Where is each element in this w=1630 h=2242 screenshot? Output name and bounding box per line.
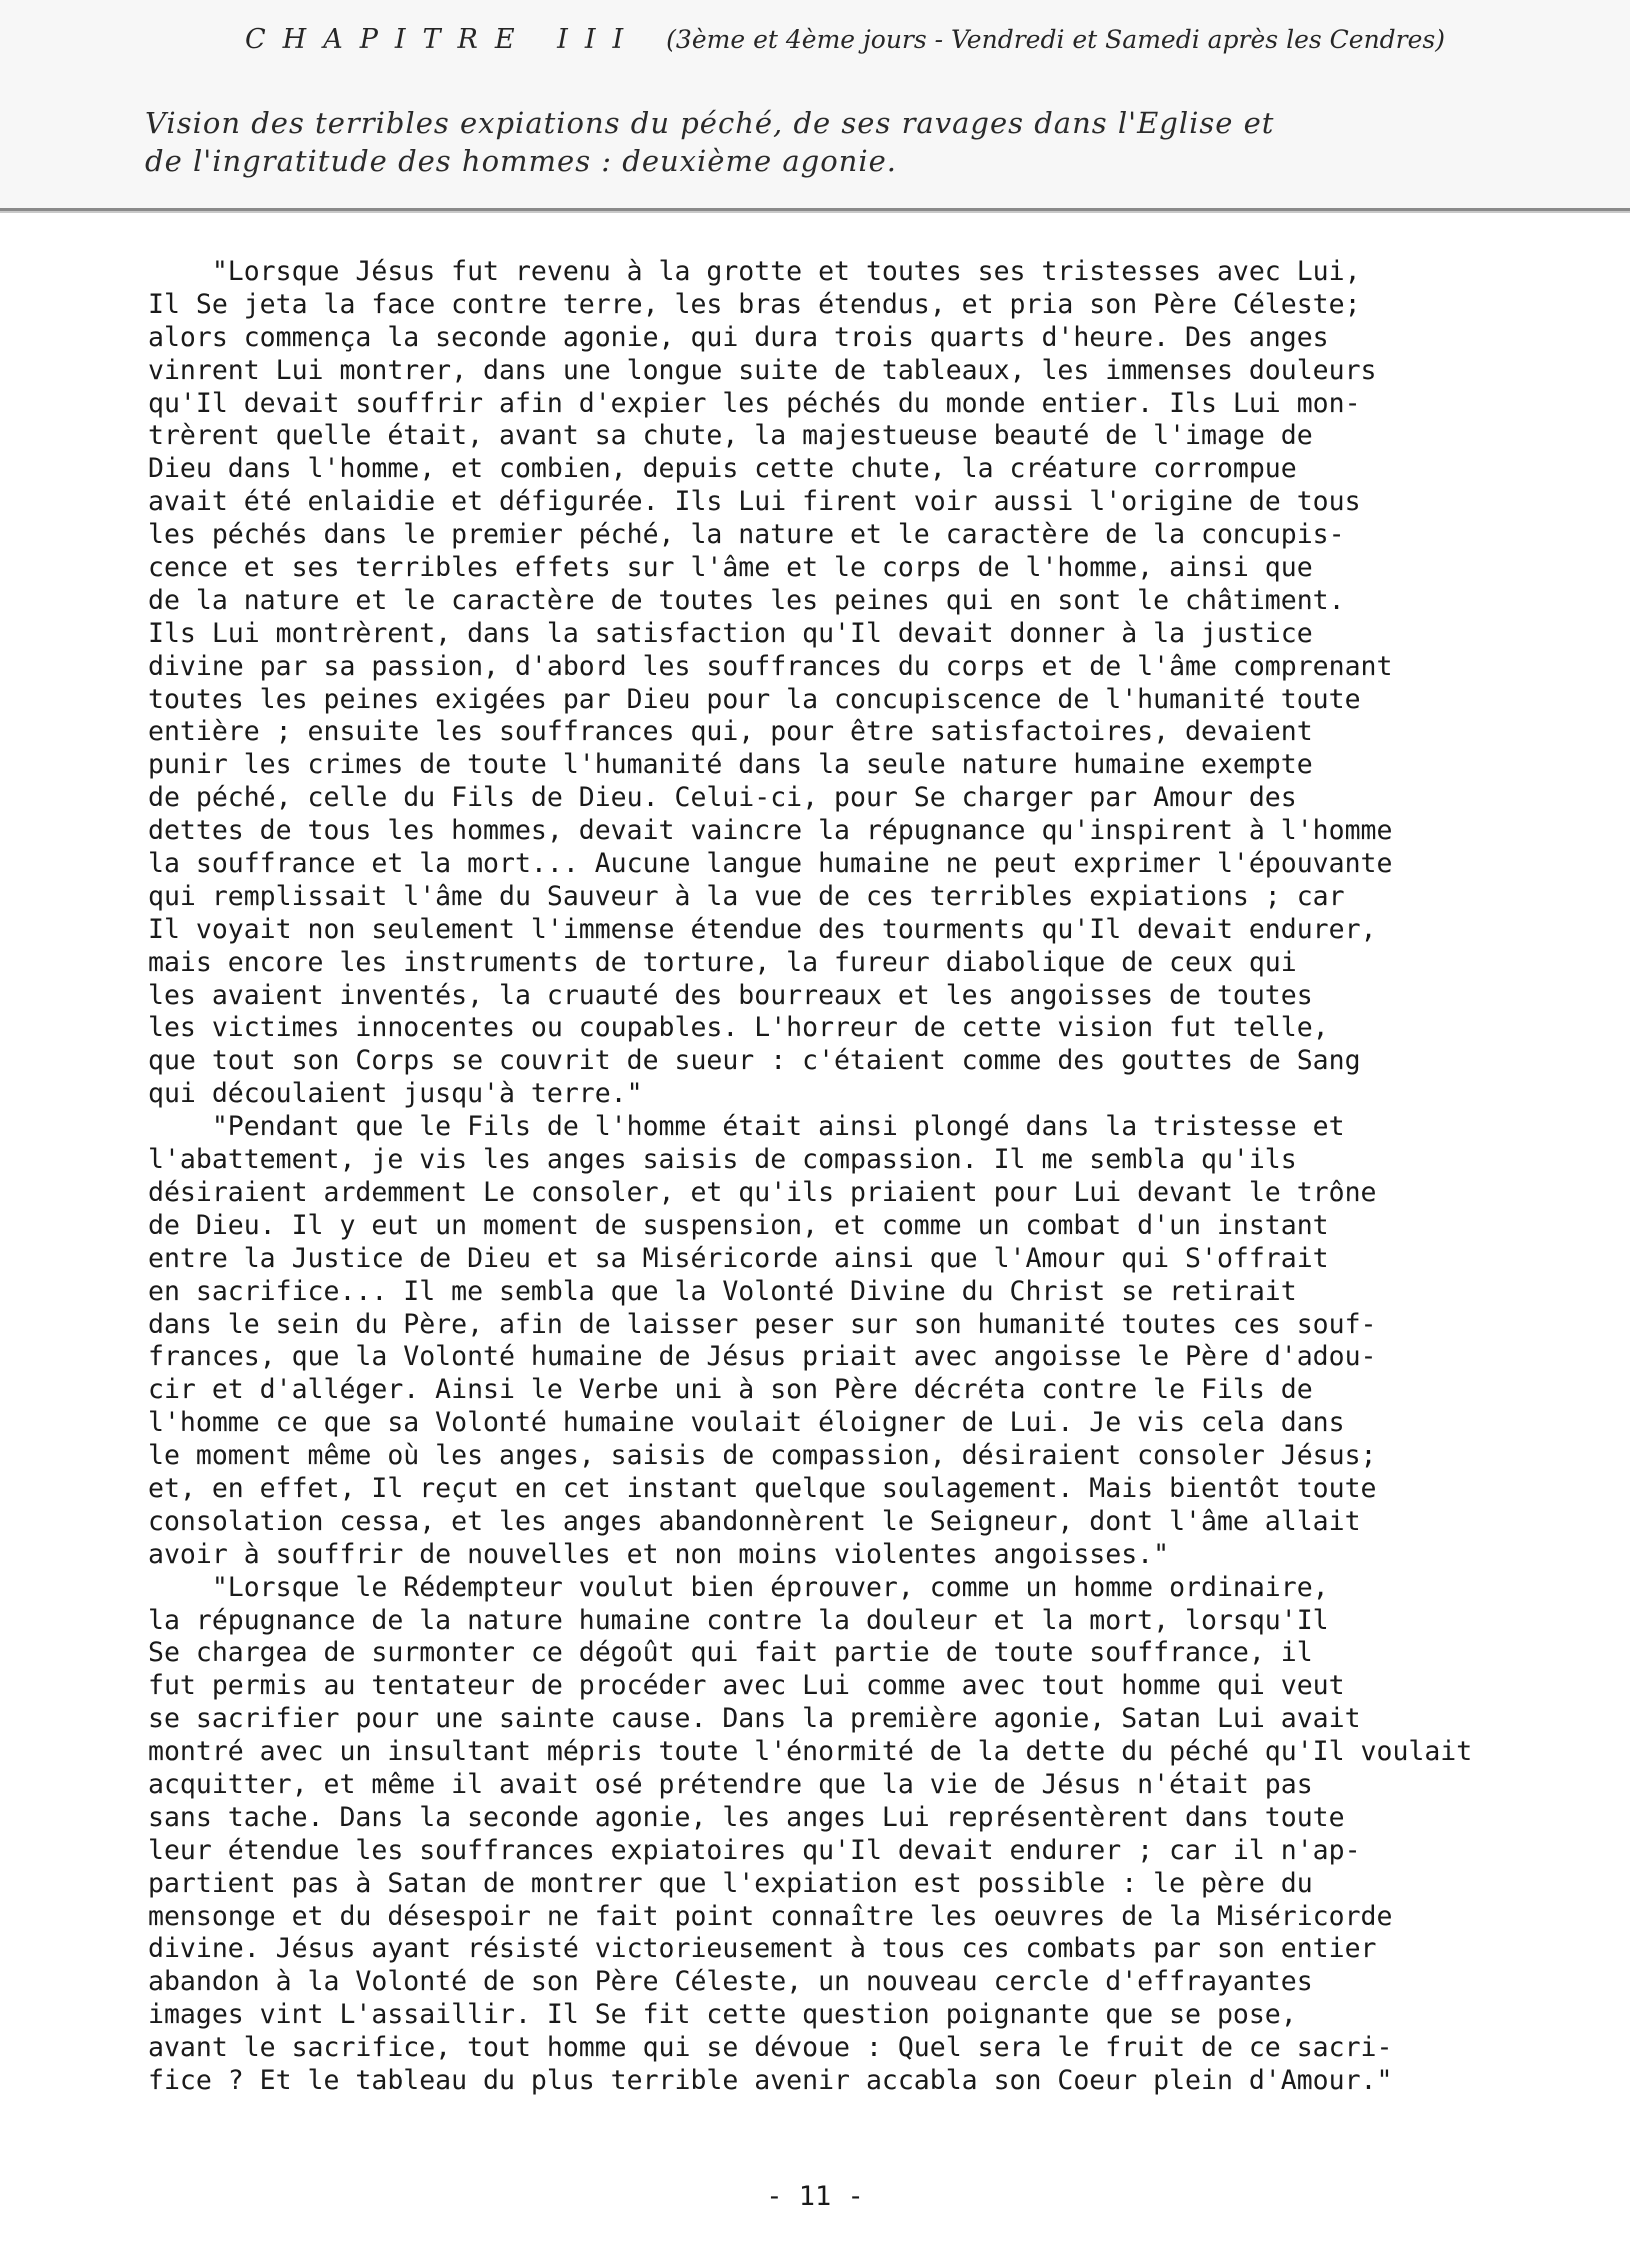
text-line: frances, que la Volonté humaine de Jésus priait avec angoisse le Père d'adou- (148, 1341, 1377, 1373)
text-line: vinrent Lui montrer, dans une longue suite de tableaux, les immenses douleurs (148, 354, 1377, 386)
text-line: entière ; ensuite les souffrances qui, pour être satisfactoires, devaient (148, 716, 1313, 748)
text-line: alors commença la seconde agonie, qui dura trois quarts d'heure. Des anges (148, 321, 1329, 353)
text-line: leur étendue les souffrances expiatoires qu'Il devait endurer ; car il n'ap- (148, 1834, 1361, 1866)
text-line: fut permis au tentateur de procéder avec Lui comme avec tout homme qui veut (148, 1670, 1345, 1702)
text-line: partient pas à Satan de montrer que l'expiation est possible : le père du (148, 1867, 1313, 1899)
text-line: qu'Il devait souffrir afin d'expier les péchés du monde entier. Ils Lui mon- (148, 387, 1361, 419)
text-line: fice ? Et le tableau du plus terrible avenir accabla son Coeur plein d'Amour." (148, 2064, 1393, 2096)
text-line: "Lorsque le Rédempteur voulut bien éprouver, comme un homme ordinaire, (148, 1571, 1329, 1603)
text-line: cir et d'alléger. Ainsi le Verbe uni à son Père décréta contre le Fils de (148, 1374, 1313, 1406)
text-line: mais encore les instruments de torture, la fureur diabolique de ceux qui (148, 946, 1297, 978)
text-line: la souffrance et la mort... Aucune langue humaine ne peut exprimer l'épouvante (148, 848, 1393, 880)
text-line: qui découlaient jusqu'à terre." (148, 1078, 643, 1110)
text-line: "Lorsque Jésus fut revenu à la grotte et toutes ses tristesses avec Lui, (148, 256, 1361, 287)
text-line: divine. Jésus ayant résisté victorieusement à tous ces combats par son entier (148, 1933, 1377, 1965)
text-line: mensonge et du désespoir ne fait point connaître les oeuvres de la Miséricorde (148, 1900, 1393, 1932)
text-line: en sacrifice... Il me sembla que la Volonté Divine du Christ se retirait (148, 1275, 1297, 1307)
text-line: divine par sa passion, d'abord les souffrances du corps et de l'âme comprenant (148, 650, 1393, 682)
text-line: "Pendant que le Fils de l'homme était ainsi plongé dans la tristesse et (148, 1111, 1345, 1143)
text-line: dettes de tous les hommes, devait vaincre la répugnance qu'inspirent à l'homme (148, 815, 1393, 847)
text-line: acquitter, et même il avait osé prétendre que la vie de Jésus n'était pas (148, 1768, 1313, 1800)
text-line: Il Se jeta la face contre terre, les bras étendus, et pria son Père Céleste; (148, 288, 1361, 320)
text-line: qui remplissait l'âme du Sauveur à la vue de ces terribles expiations ; car (148, 880, 1345, 912)
text-line: entre la Justice de Dieu et sa Miséricorde ainsi que l'Amour qui S'offrait (148, 1242, 1329, 1274)
text-line: l'abattement, je vis les anges saisis de compassion. Il me sembla qu'ils (148, 1144, 1297, 1176)
text-line: toutes les peines exigées par Dieu pour la concupiscence de l'humanité toute (148, 683, 1361, 715)
text-line: Il voyait non seulement l'immense étendue des tourments qu'Il devait endurer, (148, 913, 1377, 945)
text-line: Ils Lui montrèrent, dans la satisfaction qu'Il devait donner à la justice (148, 617, 1313, 649)
text-line: désiraient ardemment Le consoler, et qu'ils priaient pour Lui devant le trône (148, 1176, 1377, 1208)
text-line: de la nature et le caractère de toutes les peines qui en sont le châtiment. (148, 584, 1345, 616)
text-line: Se chargea de surmonter ce dégoût qui fait partie de toute souffrance, il (148, 1637, 1313, 1669)
text-line: de Dieu. Il y eut un moment de suspension, et comme un combat d'un instant (148, 1209, 1329, 1241)
chapter-days: (3ème et 4ème jours - Vendredi et Samedi après les Cendres) (666, 25, 1446, 54)
text-line: les péchés dans le premier péché, la nature et le caractère de la concupis- (148, 519, 1345, 551)
text-line: avoir à souffrir de nouvelles et non moins violentes angoisses." (148, 1538, 1170, 1570)
text-line: trèrent quelle était, avant sa chute, la majestueuse beauté de l'image de (148, 420, 1313, 452)
text-line: montré avec un insultant mépris toute l'énormité de la dette du péché qu'Il voulait (148, 1736, 1473, 1768)
text-line: sans tache. Dans la seconde agonie, les anges Lui représentèrent dans toute (148, 1801, 1345, 1833)
chapter-heading (245, 24, 1445, 55)
text-line: avait été enlaidie et défigurée. Ils Lui firent voir aussi l'origine de tous (148, 486, 1361, 518)
text-line: l'homme ce que sa Volonté humaine voulait éloigner de Lui. Je vis cela dans (148, 1407, 1345, 1439)
text-line: cence et ses terribles effets sur l'âme et le corps de l'homme, ainsi que (148, 552, 1313, 584)
text-line: les victimes innocentes ou coupables. L'horreur de cette vision fut telle, (148, 1012, 1329, 1044)
text-line: abandon à la Volonté de son Père Céleste, un nouveau cercle d'effrayantes (148, 1966, 1313, 1998)
page-number: - 11 - (766, 2181, 864, 2212)
text-line: que tout son Corps se couvrit de sueur : c'étaient comme des gouttes de Sang (148, 1045, 1361, 1077)
chapter-title: CHAPITRE III (245, 24, 641, 55)
text-line: images vint L'assaillir. Il Se fit cette question poignante que se pose, (148, 1999, 1297, 2031)
text-line: Dieu dans l'homme, et combien, depuis cette chute, la créature corrompue (148, 453, 1297, 485)
text-line: dans le sein du Père, afin de laisser peser sur son humanité toutes ces souf- (148, 1308, 1377, 1340)
text-line: et, en effet, Il reçut en cet instant quelque soulagement. Mais bientôt toute (148, 1472, 1377, 1504)
text-line: la répugnance de la nature humaine contre la douleur et la mort, lorsqu'Il (148, 1604, 1329, 1636)
chapter-header (0, 0, 1630, 211)
chapter-subtitle: Vision des terribles expiations du péché, de ses ravages dans l'Eglise et de l'ingratitude des hommes : deuxième agonie. (145, 106, 1275, 178)
text-line: se sacrifier pour une sainte cause. Dans la première agonie, Satan Lui avait (148, 1703, 1361, 1735)
text-line: de péché, celle du Fils de Dieu. Celui-ci, pour Se charger par Amour des (148, 782, 1297, 814)
text-line: les avaient inventés, la cruauté des bourreaux et les angoisses de toutes (148, 979, 1313, 1011)
body-text (148, 256, 1498, 2098)
text-line: punir les crimes de toute l'humanité dans la seule nature humaine exempte (148, 749, 1313, 781)
text-line: le moment même où les anges, saisis de compassion, désiraient consoler Jésus; (148, 1440, 1377, 1472)
text-line: avant le sacrifice, tout homme qui se dévoue : Quel sera le fruit de ce sacri- (148, 2032, 1393, 2064)
text-line: consolation cessa, et les anges abandonnèrent le Seigneur, dont l'âme allait (148, 1505, 1361, 1537)
